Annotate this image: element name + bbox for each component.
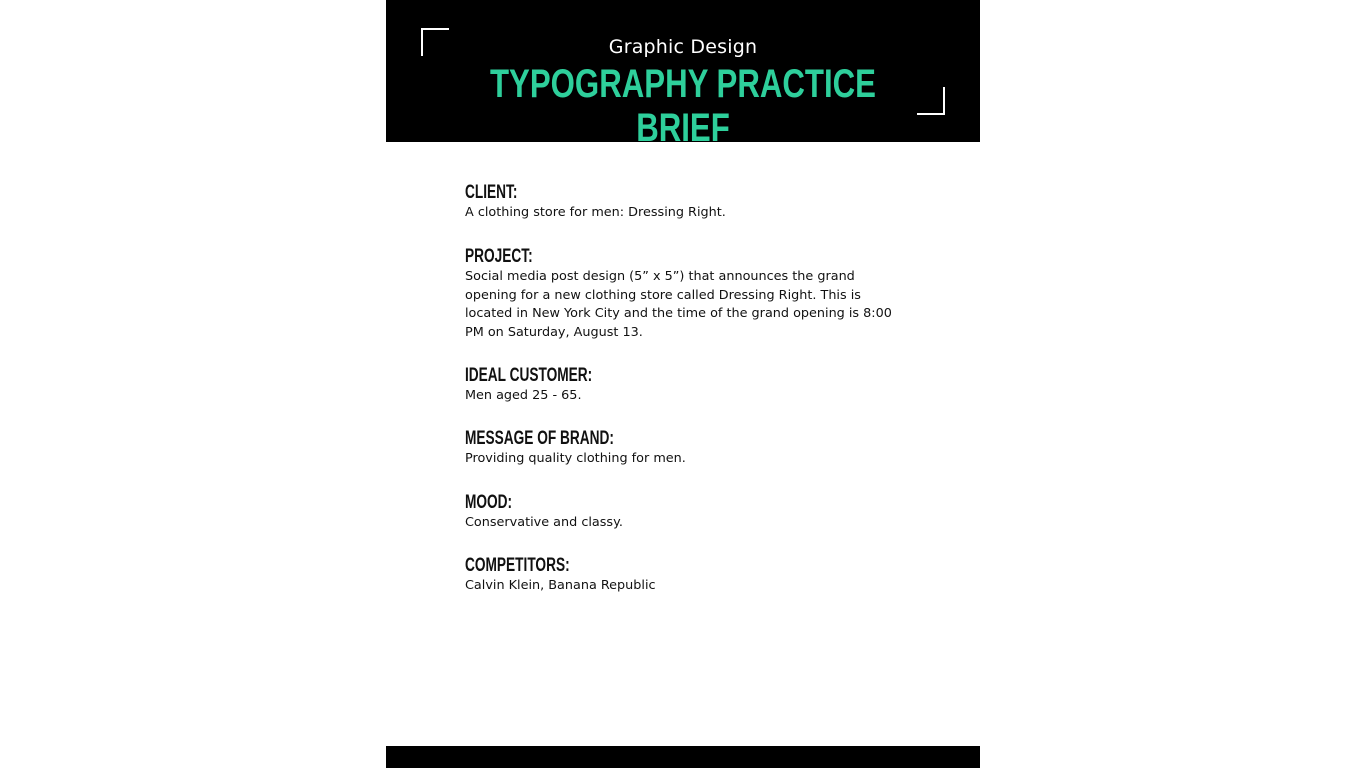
section-message-of-brand — [465, 428, 910, 469]
section-client — [465, 182, 910, 223]
document-page — [386, 0, 980, 768]
header-banner — [386, 0, 980, 150]
section-body: A clothing store for men: Dressing Right. — [465, 205, 726, 220]
section-heading: COMPETITORS: — [465, 555, 570, 576]
section-body: Conservative and classy. — [465, 515, 623, 530]
section-competitors — [465, 555, 910, 596]
section-heading: IDEAL CUSTOMER: — [465, 365, 593, 386]
section-body: Social media post design (5” x 5”) that announces the grand opening for a new clothing store called Dressing Right. This is located in New York City and the time of the grand opening is 8:00 PM on Saturday, August 13. — [465, 269, 892, 340]
corner-bracket-bottom-right — [917, 87, 945, 115]
footer-bar — [386, 746, 980, 768]
section-project — [465, 246, 910, 342]
section-body: Men aged 25 - 65. — [465, 388, 582, 403]
section-heading: CLIENT: — [465, 182, 518, 203]
section-heading: MOOD: — [465, 492, 513, 513]
section-mood — [465, 492, 910, 533]
page-subtitle: Graphic Design — [608, 36, 758, 58]
section-heading: PROJECT: — [465, 246, 533, 267]
section-heading: MESSAGE OF BRAND: — [465, 428, 614, 449]
section-body: Calvin Klein, Banana Republic — [465, 578, 656, 593]
page-title: TYPOGRAPHY PRACTICE BRIEF — [489, 62, 877, 150]
section-body: Providing quality clothing for men. — [465, 451, 686, 466]
section-ideal-customer — [465, 365, 910, 406]
